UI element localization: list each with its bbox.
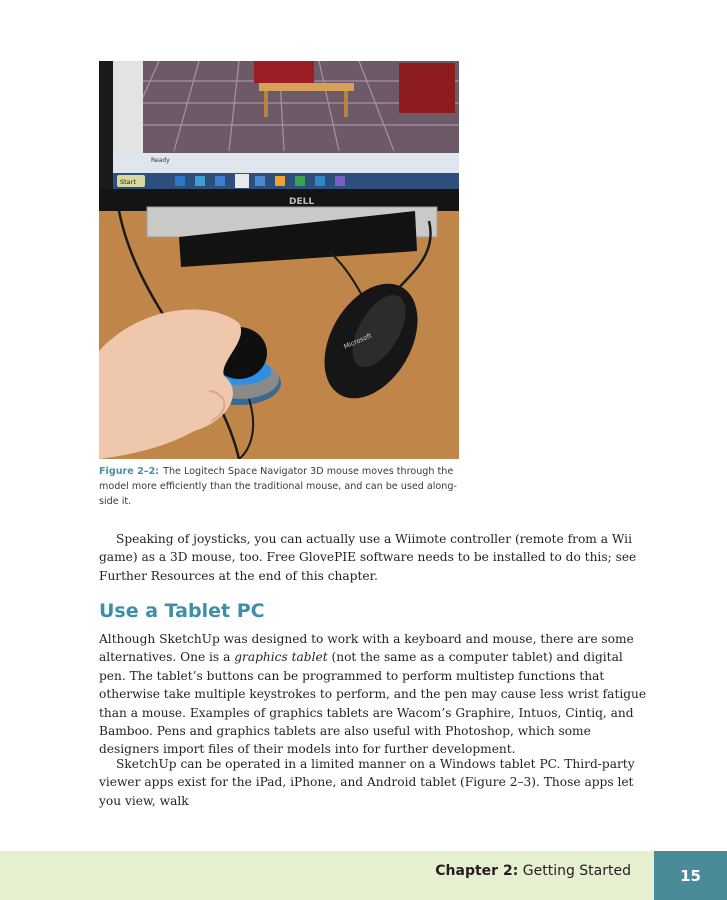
figure-caption [99, 464, 461, 509]
monitor-brand: DELL [289, 197, 315, 207]
screen-chair [254, 61, 314, 83]
mouse-brand: Microsoft [342, 331, 373, 351]
figure-label: Figure 2–2: [99, 466, 160, 477]
paragraph-tablet-pc: SketchUp can be operated in a limited manner on a Windows tablet PC. Third-party viewer apps exist for the iPad, iPhone, and Android tablet (Figure 2–3). Those apps let you view, walk [99, 757, 635, 808]
paragraph-graphics-tablet-part1: Although SketchUp was designed to work with a keyboard and mouse, there are some alternatives. One is a [99, 632, 634, 665]
taskbar-start: Start [120, 178, 136, 186]
section-heading: Use a Tablet PC [99, 600, 265, 622]
figure-caption-text: The Logitech Space Navigator 3D mouse moves through the model more efficiently than the traditional mouse, and can be used along-side it. [99, 466, 457, 507]
screen-toolbar [113, 61, 143, 153]
paragraph-graphics-tablet [99, 630, 649, 759]
screen-status-text: Ready [151, 157, 170, 164]
page-number: 15 [654, 851, 727, 900]
paragraph-wiimote: Speaking of joysticks, you can actually use a Wiimote controller (remote from a Wii game) as a 3D mouse, too. Free GlovePIE software needs to be installed to do this; see Further Resources at the end of this chapter. [99, 532, 637, 583]
screen-table [259, 83, 354, 91]
graphics-tablet-term: graphics tablet [234, 650, 328, 665]
figure-photo [99, 61, 459, 459]
chapter-number: Chapter 2: [435, 863, 519, 879]
screen-taskbar [113, 173, 459, 189]
taskbar-icons [175, 174, 345, 188]
paragraph-graphics-tablet-part2: (not the same as a computer tablet) and digital pen. The tablet’s buttons can be programmed to perform multistep functions that otherwise take multiple keystrokes to perform, and the pen may cause less wrist fatigue than a mouse. Examples of graphics tablets are Wacom’s Graphire, Intuos, Cintiq, and Bamboo. Pens and graphics tablets are also useful with Photoshop, which some designers import files of their models into for further development. [99, 650, 647, 757]
figure-illustration [99, 61, 459, 459]
running-footer [435, 863, 631, 879]
screen-sofa [399, 63, 455, 113]
chapter-title: Getting Started [522, 863, 631, 879]
